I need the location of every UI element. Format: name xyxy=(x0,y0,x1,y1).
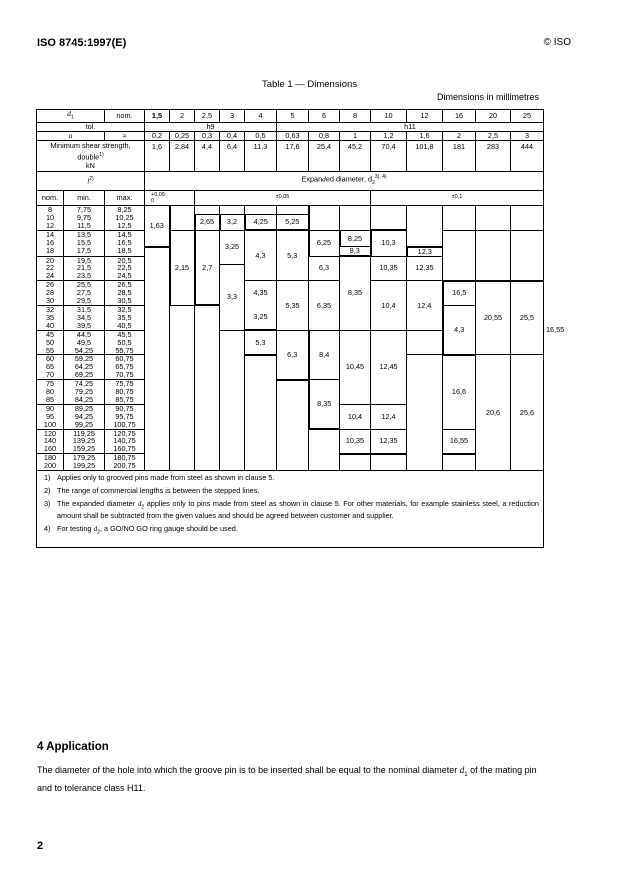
expanded-diameter: 5,3 xyxy=(277,230,309,280)
expanded-diameter: 10,4 xyxy=(340,404,371,429)
chamfer-row xyxy=(37,132,544,141)
empty-cell xyxy=(340,454,371,471)
len-nom: 8 xyxy=(37,206,64,214)
len-nom: 40 xyxy=(37,322,64,330)
chamfer-value: 2,5 xyxy=(476,132,511,141)
len-nom: 10 xyxy=(37,214,64,222)
len-nom: 200 xyxy=(37,462,64,470)
nominal-diameter: 5 xyxy=(277,110,309,123)
empty-cell xyxy=(407,355,443,471)
nominal-diameter: 25 xyxy=(511,110,544,123)
empty-cell xyxy=(443,230,476,280)
len-min: 159,25 xyxy=(64,445,105,453)
expanded-diameter: 10,4 xyxy=(371,281,407,330)
copyright: © ISO xyxy=(543,37,571,48)
len-nom: 55 xyxy=(37,347,64,355)
len-nom: 14 xyxy=(37,230,64,238)
expanded-diameter: 5,3 xyxy=(245,330,277,355)
expanded-diameter: 6,25 xyxy=(309,230,340,256)
len-nom: 16 xyxy=(37,239,64,247)
shear-value: 25,4 xyxy=(309,141,340,172)
len-max-head: max. xyxy=(105,191,145,206)
len-max: 85,75 xyxy=(105,396,145,404)
expanded-diameter: 10,35 xyxy=(371,256,407,281)
empty-cell xyxy=(511,230,544,280)
expanded-diameter: 8,3 xyxy=(340,247,371,256)
len-max: 18,5 xyxy=(105,247,145,256)
nominal-diameter: 10 xyxy=(371,110,407,123)
empty-cell xyxy=(443,206,476,231)
expanded-diameter: 8,35 xyxy=(309,380,340,429)
expanded-header-row xyxy=(37,172,544,191)
expanded-diameter: 8,4 xyxy=(309,330,340,379)
tol-pm005: ±0,05 xyxy=(195,191,371,206)
len-min: 19,5 xyxy=(64,256,105,264)
a-label: a xyxy=(37,132,105,141)
len-max: 28,5 xyxy=(105,289,145,297)
expanded-diameter: 4,3 xyxy=(443,305,476,354)
empty-cell xyxy=(407,206,443,247)
len-max: 180,75 xyxy=(105,454,145,462)
empty-cell xyxy=(340,206,371,231)
expanded-diameter: 12,35 xyxy=(371,429,407,454)
chamfer-value: 3 xyxy=(511,132,544,141)
expanded-diameter: 2,7 xyxy=(195,230,220,305)
expanded-diameter: 12,4 xyxy=(407,281,443,330)
len-min: 69,25 xyxy=(64,371,105,379)
expanded-label: Expanded diameter, $d_2^{3), 4)}$ xyxy=(145,172,544,191)
empty-cell xyxy=(145,247,170,471)
len-min: 94,25 xyxy=(64,413,105,421)
len-min: 7,75 xyxy=(64,206,105,214)
empty-cell xyxy=(220,330,245,470)
len-nom: 32 xyxy=(37,305,64,313)
len-max: 50,5 xyxy=(105,339,145,347)
shear-value: 17,6 xyxy=(277,141,309,172)
len-nom: 85 xyxy=(37,396,64,404)
footnote-number: 1) xyxy=(44,473,51,483)
expanded-diameter: 5,25 xyxy=(277,214,309,230)
len-max: 140,75 xyxy=(105,437,145,445)
footnote-block xyxy=(37,471,544,547)
expanded-diameter: 12,4 xyxy=(371,404,407,429)
len-min: 84,25 xyxy=(64,396,105,404)
len-nom: 120 xyxy=(37,429,64,437)
len-min: 179,25 xyxy=(64,454,105,462)
empty-cell xyxy=(371,206,407,231)
expanded-diameter: 12,45 xyxy=(371,330,407,404)
len-max: 60,75 xyxy=(105,355,145,363)
len-min: 89,25 xyxy=(64,404,105,412)
page-number: 2 xyxy=(37,840,44,852)
expanded-diameter: 8,35 xyxy=(340,256,371,330)
shear-value: 101,8 xyxy=(407,141,443,172)
document-id: ISO 8745:1997(E) xyxy=(37,37,127,49)
footnote-text: The expanded diameter $d_2$ applies only to pins made from steel as shown in clause 5. For other materials, for example stainless steel, a reduction amount shall be subtracted from the given values and should be agreed between customer and supplier. xyxy=(57,498,539,521)
expanded-diameter: 10,35 xyxy=(340,429,371,454)
len-max: 200,75 xyxy=(105,462,145,470)
len-nom: 100 xyxy=(37,421,64,429)
chamfer-value: 1,6 xyxy=(407,132,443,141)
length-row xyxy=(37,281,544,289)
footnote xyxy=(41,474,539,482)
footnote xyxy=(41,525,539,537)
nominal-diameter: 4 xyxy=(245,110,277,123)
shear-value: 444 xyxy=(511,141,544,172)
len-nom: 50 xyxy=(37,339,64,347)
len-nom: 28 xyxy=(37,289,64,297)
len-max: 90,75 xyxy=(105,404,145,412)
empty-cell xyxy=(277,380,309,471)
len-min: 27,5 xyxy=(64,289,105,297)
len-max: 95,75 xyxy=(105,413,145,421)
len-max: 8,25 xyxy=(105,206,145,214)
len-max: 35,5 xyxy=(105,314,145,322)
tol-h11: h11 xyxy=(277,123,544,132)
nom-label: nom. xyxy=(105,110,145,123)
footnote-number: 3) xyxy=(44,498,51,508)
footnote-text: For testing $d_2$, a GO/NO GO ring gauge should be used. xyxy=(57,524,238,536)
shear-value: 6,4 xyxy=(220,141,245,172)
len-max: 20,5 xyxy=(105,256,145,264)
len-max: 70,75 xyxy=(105,371,145,379)
len-nom: 35 xyxy=(37,314,64,322)
empty-cell xyxy=(220,206,245,214)
len-nom: 160 xyxy=(37,445,64,453)
len-max: 80,75 xyxy=(105,388,145,396)
len-min: 199,25 xyxy=(64,462,105,470)
len-nom: 95 xyxy=(37,413,64,421)
len-min: 25,5 xyxy=(64,281,105,289)
expanded-diameter: 25,6 xyxy=(511,355,544,471)
len-nom: 22 xyxy=(37,264,64,272)
expanded-diameter: 5,35 xyxy=(277,281,309,330)
empty-cell xyxy=(170,206,195,231)
expanded-diameter: 16,55 xyxy=(443,429,476,454)
empty-cell xyxy=(371,454,407,471)
footnote-text: Applies only to grooved pins made from steel as shown in clause 5. xyxy=(57,473,275,483)
len-max: 26,5 xyxy=(105,281,145,289)
len-min: 15,5 xyxy=(64,239,105,247)
nominal-diameter: 2 xyxy=(170,110,195,123)
table-unit: Dimensions in millimetres xyxy=(436,92,539,102)
len-max: 45,5 xyxy=(105,330,145,338)
len-max: 100,75 xyxy=(105,421,145,429)
nominal-diameter: 1,5 xyxy=(145,110,170,123)
expanded-diameter: 2,65 xyxy=(195,214,220,230)
len-min: 13,5 xyxy=(64,230,105,238)
len-nom: 60 xyxy=(37,355,64,363)
expanded-diameter: 1,63 xyxy=(145,206,170,247)
nominal-diameter: 16 xyxy=(443,110,476,123)
shear-value: 70,4 xyxy=(371,141,407,172)
chamfer-value: 0,4 xyxy=(220,132,245,141)
shear-value: 11,3 xyxy=(245,141,277,172)
len-nom: 12 xyxy=(37,222,64,230)
shear-value: 181 xyxy=(443,141,476,172)
len-nom: 70 xyxy=(37,371,64,379)
expanded-diameter: 10,45 xyxy=(340,330,371,404)
expanded-diameter: 3,2 xyxy=(220,214,245,230)
len-max: 30,5 xyxy=(105,297,145,305)
nominal-diameter: 2,5 xyxy=(195,110,220,123)
len-nom-head: nom. xyxy=(37,191,64,206)
len-min: 29,5 xyxy=(64,297,105,305)
len-min: 34,5 xyxy=(64,314,105,322)
len-max: 24,5 xyxy=(105,272,145,280)
len-max: 22,5 xyxy=(105,264,145,272)
len-min: 139,25 xyxy=(64,437,105,445)
len-min: 64,25 xyxy=(64,363,105,371)
footnote xyxy=(41,500,539,520)
tol-label: tol. xyxy=(37,123,145,132)
nominal-row xyxy=(37,110,544,123)
footnote xyxy=(41,487,539,495)
chamfer-value: 0,2 xyxy=(145,132,170,141)
empty-cell xyxy=(245,206,277,214)
empty-cell xyxy=(476,230,511,280)
len-nom: 45 xyxy=(37,330,64,338)
empty-cell xyxy=(309,429,340,471)
shear-value: 283 xyxy=(476,141,511,172)
len-min: 31,5 xyxy=(64,305,105,313)
expanded-diameter: 2,15 xyxy=(170,230,195,305)
footnote-number: 4) xyxy=(44,524,51,534)
len-max: 65,75 xyxy=(105,363,145,371)
chamfer-value: 1,2 xyxy=(371,132,407,141)
chamfer-value: 0,63 xyxy=(277,132,309,141)
section-heading: 4 Application xyxy=(37,741,109,753)
len-max: 120,75 xyxy=(105,429,145,437)
len-max: 14,5 xyxy=(105,230,145,238)
empty-cell xyxy=(245,355,277,471)
empty-cell xyxy=(170,305,195,470)
empty-cell xyxy=(511,206,544,231)
len-min: 99,25 xyxy=(64,421,105,429)
chamfer-value: 2 xyxy=(443,132,476,141)
len-min: 44,5 xyxy=(64,330,105,338)
nominal-diameter: 3 xyxy=(220,110,245,123)
expanded-diameter: 8,25 xyxy=(340,230,371,246)
expanded-diameter: 20,6 xyxy=(476,355,511,471)
l-label: $l^{2)}$ xyxy=(37,172,145,191)
chamfer-value: 0,5 xyxy=(245,132,277,141)
len-nom: 65 xyxy=(37,363,64,371)
len-nom: 20 xyxy=(37,256,64,264)
chamfer-value: 0,3 xyxy=(195,132,220,141)
len-nom: 180 xyxy=(37,454,64,462)
len-max: 160,75 xyxy=(105,445,145,453)
expanded-diameter: 16,6 xyxy=(443,355,476,429)
len-min: 74,25 xyxy=(64,380,105,388)
expanded-diameter: 4,25 xyxy=(245,214,277,230)
length-row xyxy=(37,206,544,214)
len-max: 32,5 xyxy=(105,305,145,313)
table-title: Table 1 — Dimensions xyxy=(261,79,358,90)
expanded-diameter: 10,3 xyxy=(371,230,407,256)
len-min: 17,5 xyxy=(64,247,105,256)
nominal-diameter: 6 xyxy=(309,110,340,123)
empty-cell xyxy=(195,206,220,214)
length-row xyxy=(37,230,544,238)
len-min: 11,5 xyxy=(64,222,105,230)
len-max: 40,5 xyxy=(105,322,145,330)
shear-value: 2,84 xyxy=(170,141,195,172)
len-nom: 26 xyxy=(37,281,64,289)
a-approx: ≈ xyxy=(105,132,145,141)
chamfer-value: 1 xyxy=(340,132,371,141)
footnote-text: The range of commercial lengths is between the stepped lines. xyxy=(57,486,260,495)
empty-cell xyxy=(443,454,476,471)
len-max: 10,25 xyxy=(105,214,145,222)
nominal-diameter: 8 xyxy=(340,110,371,123)
len-min-head: min. xyxy=(64,191,105,206)
dimensions-table xyxy=(36,109,565,548)
chamfer-value: 0,8 xyxy=(309,132,340,141)
expanded-diameter: 3,25 xyxy=(220,230,245,264)
shear-row xyxy=(37,141,544,172)
footnote-number: 2) xyxy=(44,486,51,495)
shear-value: 1,6 xyxy=(145,141,170,172)
len-min: 9,75 xyxy=(64,214,105,222)
len-nom: 24 xyxy=(37,272,64,280)
len-header-row xyxy=(37,191,544,206)
len-nom: 18 xyxy=(37,247,64,256)
len-nom: 140 xyxy=(37,437,64,445)
d1-label: $d_1$ xyxy=(37,110,105,123)
shear-value: 45,2 xyxy=(340,141,371,172)
empty-cell xyxy=(309,206,340,231)
expanded-diameter: 12,3 xyxy=(407,247,443,256)
tol-pm01: ±0,1 xyxy=(371,191,544,206)
shear-label: Minimum shear strength, double$^{1)}$ kN xyxy=(37,141,145,172)
len-min: 21,5 xyxy=(64,264,105,272)
empty-cell xyxy=(195,305,220,470)
empty-cell xyxy=(277,206,309,214)
expanded-diameter: 3,25 xyxy=(245,305,277,330)
len-nom: 80 xyxy=(37,388,64,396)
expanded-diameter: 3,3 xyxy=(220,264,245,330)
expanded-diameter: 6,3 xyxy=(277,330,309,379)
len-min: 39,5 xyxy=(64,322,105,330)
len-min: 49,5 xyxy=(64,339,105,347)
length-row: 32 31,5 32,5 3,25 4,3 16,55 xyxy=(37,305,544,313)
len-max: 75,75 xyxy=(105,380,145,388)
tol-plus: +0,05 0 xyxy=(145,191,195,206)
section-body: The diameter of the hole into which the groove pin is to be inserted shall be equal to the nominal diameter $d_1$ of the mating pin and to tolerance class H11. xyxy=(37,765,537,793)
expanded-diameter: 12,35 xyxy=(407,256,443,281)
chamfer-value: 0,25 xyxy=(170,132,195,141)
expanded-diameter: 20,55 xyxy=(476,281,511,355)
len-nom: 30 xyxy=(37,297,64,305)
tol-h9: h9 xyxy=(145,123,277,132)
len-min: 23,5 xyxy=(64,272,105,280)
len-max: 55,75 xyxy=(105,347,145,355)
expanded-diameter: 4,3 xyxy=(245,230,277,280)
len-max: 16,5 xyxy=(105,239,145,247)
len-min: 79,25 xyxy=(64,388,105,396)
nominal-diameter: 12 xyxy=(407,110,443,123)
expanded-diameter: 4,35 xyxy=(245,281,277,306)
len-nom: 90 xyxy=(37,404,64,412)
table-body xyxy=(37,109,565,471)
shear-value: 4,4 xyxy=(195,141,220,172)
nominal-diameter: 20 xyxy=(476,110,511,123)
expanded-diameter: 6,35 xyxy=(309,281,340,330)
expanded-diameter: 25,5 xyxy=(511,281,544,355)
expanded-diameter: 16,5 xyxy=(443,281,476,306)
expanded-diameter: 6,3 xyxy=(309,256,340,281)
len-min: 119,25 xyxy=(64,429,105,437)
empty-cell xyxy=(476,206,511,231)
len-min: 59,25 xyxy=(64,355,105,363)
len-max: 12,5 xyxy=(105,222,145,230)
len-min: 54,25 xyxy=(64,347,105,355)
footnotes xyxy=(37,471,544,547)
len-nom: 75 xyxy=(37,380,64,388)
